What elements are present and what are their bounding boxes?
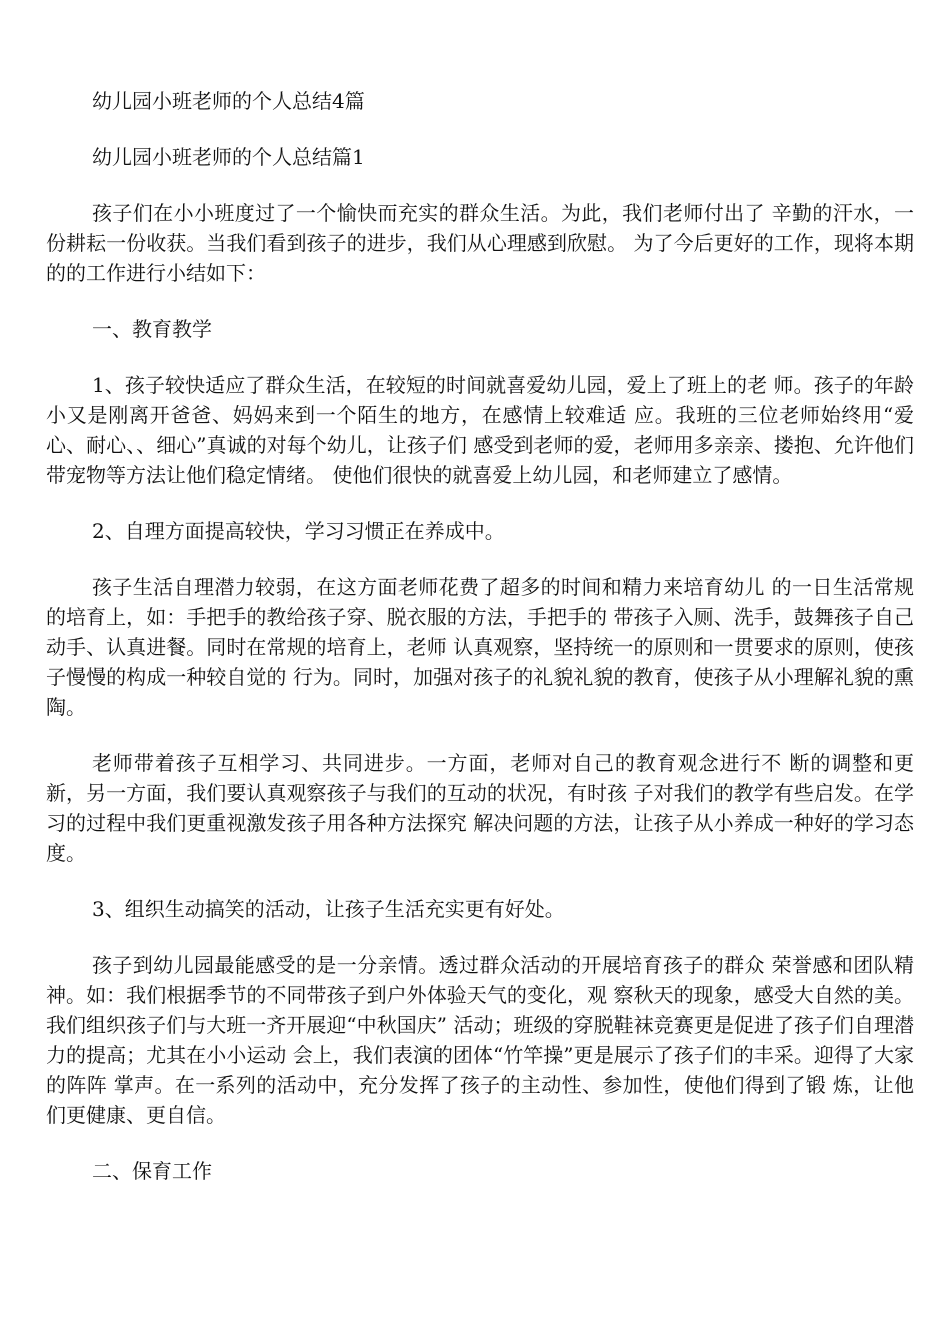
- paragraph-point-1: 1、孩子较快适应了群众生活，在较短的时间就喜爱幼儿园，爱上了班上的老 师。孩子的年龄小又是刚离开爸爸、妈妈来到一个陌生的地方，在感情上较难适 应。我班的三位老师始终用“爱心、耐心、、细心”真诚的对每个幼儿，让孩子们 感受到老师的爱，老师用多亲亲、搂抱、允许他们带宠物等方法让他们稳定情绪。 使他们很快的就喜爱上幼儿园，和老师建立了感情。: [46, 373, 914, 487]
- paragraph-intro: 孩子们在小小班度过了一个愉快而充实的群众生活。为此，我们老师付出了 辛勤的汗水，一份耕耘一份收获。当我们看到孩子的进步，我们从心理感到欣慰。 为了今后更好的工作，现将本期的的工作进行小结如下：: [46, 201, 914, 285]
- paragraph-learning: 老师带着孩子互相学习、共同进步。一方面，老师对自己的教育观念进行不 断的调整和更新，另一方面，我们要认真观察孩子与我们的互动的状况，有时孩 子对我们的教学有些启发。在学习的过程中我们更重视激发孩子用各种方法探究 解决问题的方法，让孩子从小养成一种好的学习态度。: [46, 751, 914, 865]
- document-subtitle: 幼儿园小班老师的个人总结篇1: [92, 145, 365, 169]
- document-title: 幼儿园小班老师的个人总结4篇: [92, 89, 365, 113]
- section-heading-education: 一、教育教学: [92, 317, 212, 341]
- point-heading-2: 2、自理方面提高较快，学习习惯正在养成中。: [92, 519, 505, 543]
- paragraph-activities: 孩子到幼儿园最能感受的是一分亲情。透过群众活动的开展培育孩子的群众 荣誉感和团队精神。如：我们根据季节的不同带孩子到户外体验天气的变化，观 察秋天的现象，感受大自然的美。我们组织孩子们与大班一齐开展迎“中秋国庆” 活动；班级的穿脱鞋袜竞赛更是促进了孩子们自理潜力的提高；尤其在小小运动 会上，我们表演的团体“竹竿操”更是展示了孩子们的丰采。迎得了大家的阵阵 掌声。在一系列的活动中，充分发挥了孩子的主动性、参加性，使他们得到了锻 炼，让他们更健康、更自信。: [46, 953, 914, 1127]
- section-heading-care: 二、保育工作: [92, 1159, 212, 1183]
- document-page: [46, 86, 914, 1186]
- point-heading-3: 3、组织生动搞笑的活动，让孩子生活充实更有好处。: [92, 897, 565, 921]
- paragraph-self-care: 孩子生活自理潜力较弱，在这方面老师花费了超多的时间和精力来培育幼儿 的一日生活常规的培育上，如：手把手的教给孩子穿、脱衣服的方法，手把手的 带孩子入厕、洗手，鼓舞孩子自己动手、认真进餐。同时在常规的培育上，老师 认真观察，坚持统一的原则和一贯要求的原则，使孩子慢慢的构成一种较自觉的 行为。同时，加强对孩子的礼貌礼貌的教育，使孩子从小理解礼貌的熏陶。: [46, 575, 914, 719]
